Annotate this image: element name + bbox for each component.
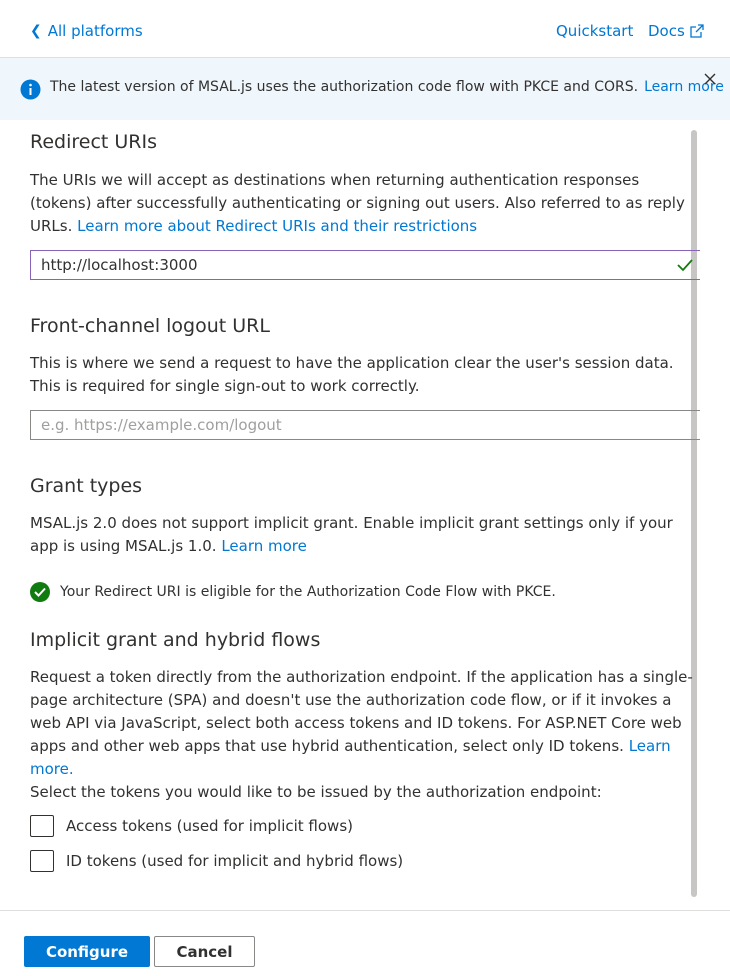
grant-types-heading: Grant types [30, 475, 143, 497]
all-platforms-label: All platforms [47, 22, 143, 40]
implicit-learn-more-link[interactable]: Learn more. [30, 737, 671, 778]
implicit-description-text: Request a token directly from the authorization endpoint. If the application has a single-page architecture (SPA) and doesn't use the authorization code flow, or if it invokes a web API via JavaScript, select both access tokens and ID tokens. For ASP.NET Core web apps and other web apps that use hybrid authentication, select only ID tokens. [30, 668, 693, 755]
info-banner [0, 58, 730, 120]
token-select-prompt: Select the tokens you would like to be issued by the authorization endpoint: [30, 783, 602, 801]
redirect-uris-heading: Redirect URIs [30, 131, 158, 153]
all-platforms-link[interactable] [30, 22, 143, 40]
redirect-description-text: The URIs we will accept as destinations when returning authentication responses (tokens) after successfully authenticating or signing out users. Also referred to as reply URLs. [30, 171, 685, 235]
external-link-icon [689, 23, 705, 39]
access-tokens-option[interactable] [30, 815, 353, 837]
logout-url-description: This is where we send a request to have the application clear the user's session data. This is required for single sign-out to work correctly. [30, 354, 674, 395]
top-bar [0, 0, 730, 58]
cancel-button[interactable]: Cancel [154, 936, 255, 967]
banner-text: The latest version of MSAL.js uses the authorization code flow with PKCE and CORS. [50, 79, 639, 95]
success-check-icon [30, 582, 50, 602]
id-tokens-option[interactable] [30, 850, 403, 872]
pkce-eligible-text: Your Redirect URI is eligible for the Authorization Code Flow with PKCE. [60, 584, 556, 600]
footer [0, 910, 730, 976]
banner-learn-more-link[interactable]: Learn more [644, 79, 724, 95]
grant-learn-more-link[interactable]: Learn more [221, 537, 307, 555]
access-tokens-label: Access tokens (used for implicit flows) [66, 817, 353, 835]
docs-label: Docs [648, 22, 685, 40]
chevron-left-icon: ❮ [30, 23, 42, 39]
logout-url-placeholder: e.g. https://example.com/logout [41, 416, 282, 434]
implicit-grant-heading: Implicit grant and hybrid flows [30, 629, 321, 651]
redirect-uri-value: http://localhost:3000 [41, 256, 198, 274]
logout-url-input[interactable] [30, 410, 700, 440]
quickstart-link[interactable]: Quickstart [556, 22, 634, 40]
pkce-eligible-message [30, 582, 556, 602]
redirect-uris-description [30, 169, 698, 238]
grant-description-text: MSAL.js 2.0 does not support implicit grant. Enable implicit grant settings only if your app is using MSAL.js 1.0. [30, 514, 673, 555]
banner-message [50, 79, 724, 95]
close-icon[interactable] [703, 72, 717, 86]
checkmark-icon [676, 257, 694, 273]
implicit-grant-description [30, 666, 698, 781]
redirect-learn-more-link[interactable]: Learn more about Redirect URIs and their restrictions [77, 217, 478, 235]
info-icon [20, 79, 41, 100]
access-tokens-checkbox[interactable] [30, 815, 54, 837]
id-tokens-label: ID tokens (used for implicit and hybrid flows) [66, 852, 404, 870]
redirect-uri-input[interactable] [30, 250, 700, 280]
grant-types-description [30, 512, 698, 558]
id-tokens-checkbox[interactable] [30, 850, 54, 872]
docs-link[interactable] [648, 22, 705, 40]
configure-button[interactable]: Configure [24, 936, 150, 967]
logout-url-heading: Front-channel logout URL [30, 315, 270, 337]
